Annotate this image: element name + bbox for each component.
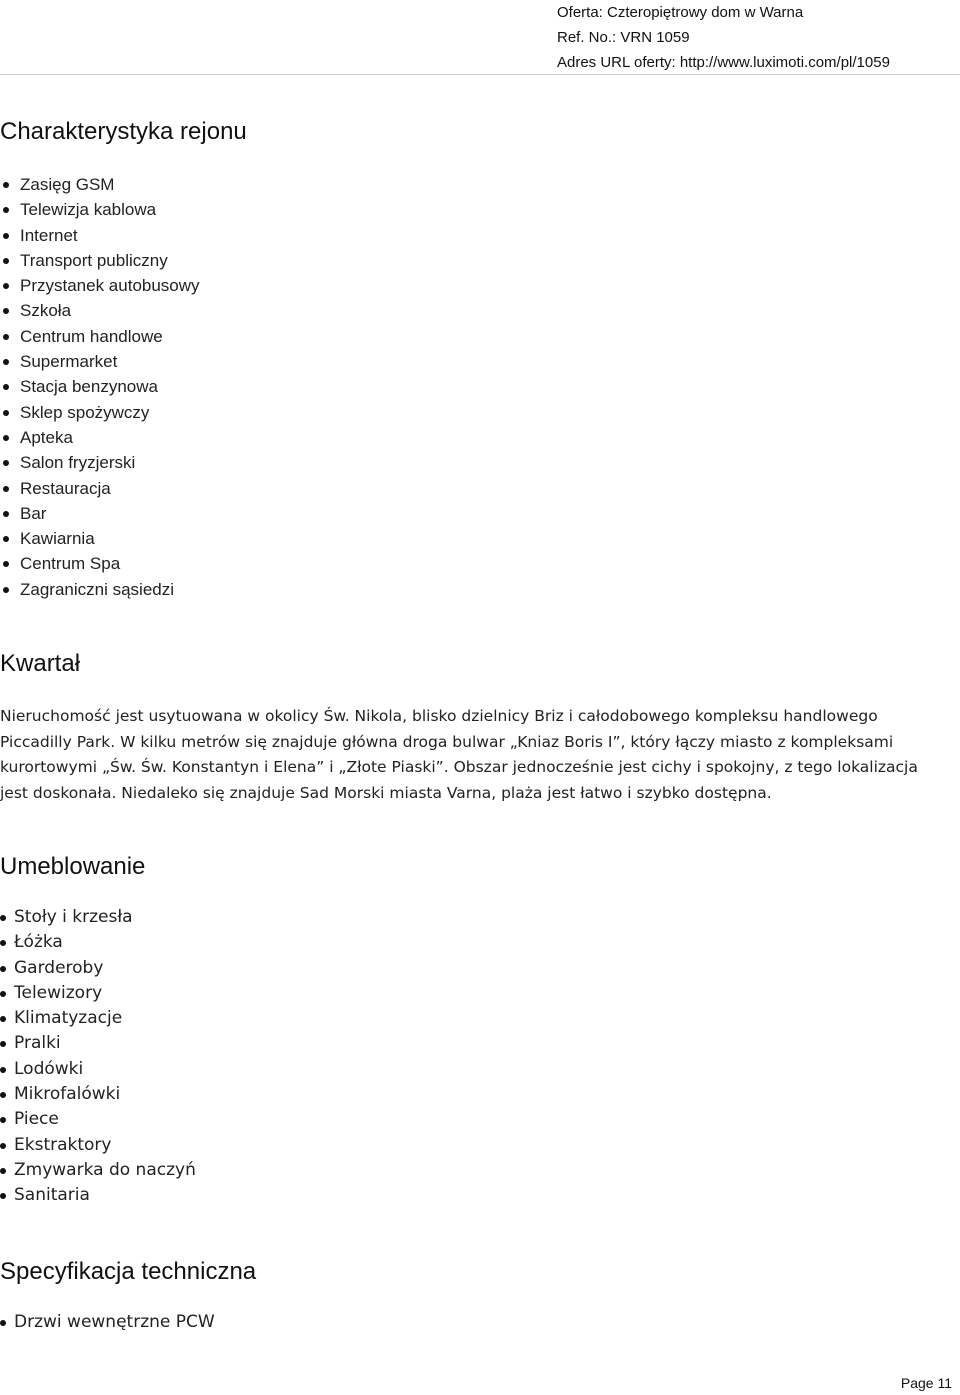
list-item: Stacja benzynowa bbox=[0, 374, 200, 399]
list-item: Kawiarnia bbox=[0, 526, 200, 551]
list-item: Restauracja bbox=[0, 476, 200, 501]
list-item: Sanitaria bbox=[0, 1183, 196, 1208]
list-item: Pralki bbox=[0, 1031, 196, 1056]
header-divider bbox=[0, 74, 960, 75]
list-item: Telewizory bbox=[0, 981, 196, 1006]
list-item: Zagraniczni sąsiedzi bbox=[0, 577, 200, 602]
list-item: Piece bbox=[0, 1107, 196, 1132]
technical-spec-title: Specyfikacja techniczna bbox=[0, 1258, 257, 1285]
reference-number: Ref. No.: VRN 1059 bbox=[557, 29, 690, 46]
neighbourhood-description: Nieruchomość jest usytuowana w okolicy Św. Nikola, blisko dzielnicy Briz i całodobowego kompleksu handlowego Piccadilly Park. W kilku metrów się znajduje główna droga bulwar „Kniaz Boris I”, który łączy miasto z kompleksami kurortowymi „Św. Św. Konstantyn i Elena” i „Złote Piaski”. Obszar jednocześnie jest cichy i spokojny, z tego lokalizacja jest doskonała. Niedaleko się znajduje Sad Morski miasta Varna, plaża jest łatwo i szybko dostępna. bbox=[0, 707, 918, 802]
list-item: Łóżka bbox=[0, 930, 196, 955]
list-item: Przystanek autobusowy bbox=[0, 273, 200, 298]
list-item: Telewizja kablowa bbox=[0, 197, 200, 222]
page-number: Page 11 bbox=[900, 1375, 952, 1391]
list-item: Apteka bbox=[0, 425, 200, 450]
list-item: Drzwi wewnętrzne PCW bbox=[0, 1310, 215, 1335]
offer-title: Oferta: Czteropiętrowy dom w Warna bbox=[557, 4, 804, 21]
list-item: Internet bbox=[0, 223, 200, 248]
list-item: Garderoby bbox=[0, 956, 196, 981]
list-item: Sklep spożywczy bbox=[0, 400, 200, 425]
list-item: Transport publiczny bbox=[0, 248, 200, 273]
list-item: Lodówki bbox=[0, 1057, 196, 1082]
list-item: Bar bbox=[0, 501, 200, 526]
list-item: Mikrofalówki bbox=[0, 1082, 196, 1107]
list-item: Zasięg GSM bbox=[0, 172, 200, 197]
technical-spec-list bbox=[0, 1310, 215, 1335]
list-item: Centrum Spa bbox=[0, 551, 200, 576]
furnishing-title: Umeblowanie bbox=[0, 853, 146, 880]
list-item: Salon fryzjerski bbox=[0, 450, 200, 475]
list-item: Supermarket bbox=[0, 349, 200, 374]
list-item: Szkoła bbox=[0, 298, 200, 323]
area-features-list bbox=[0, 172, 200, 602]
offer-url: Adres URL oferty: http://www.luximoti.com/pl/1059 bbox=[557, 54, 890, 71]
list-item: Ekstraktory bbox=[0, 1133, 196, 1158]
list-item: Klimatyzacje bbox=[0, 1006, 196, 1031]
list-item: Stoły i krzesła bbox=[0, 905, 196, 930]
list-item: Zmywarka do naczyń bbox=[0, 1158, 196, 1183]
document-header bbox=[557, 0, 890, 75]
neighbourhood-title: Kwartał bbox=[0, 650, 81, 677]
list-item: Centrum handlowe bbox=[0, 324, 200, 349]
furnishing-list bbox=[0, 905, 196, 1209]
area-features-title: Charakterystyka rejonu bbox=[0, 118, 247, 145]
